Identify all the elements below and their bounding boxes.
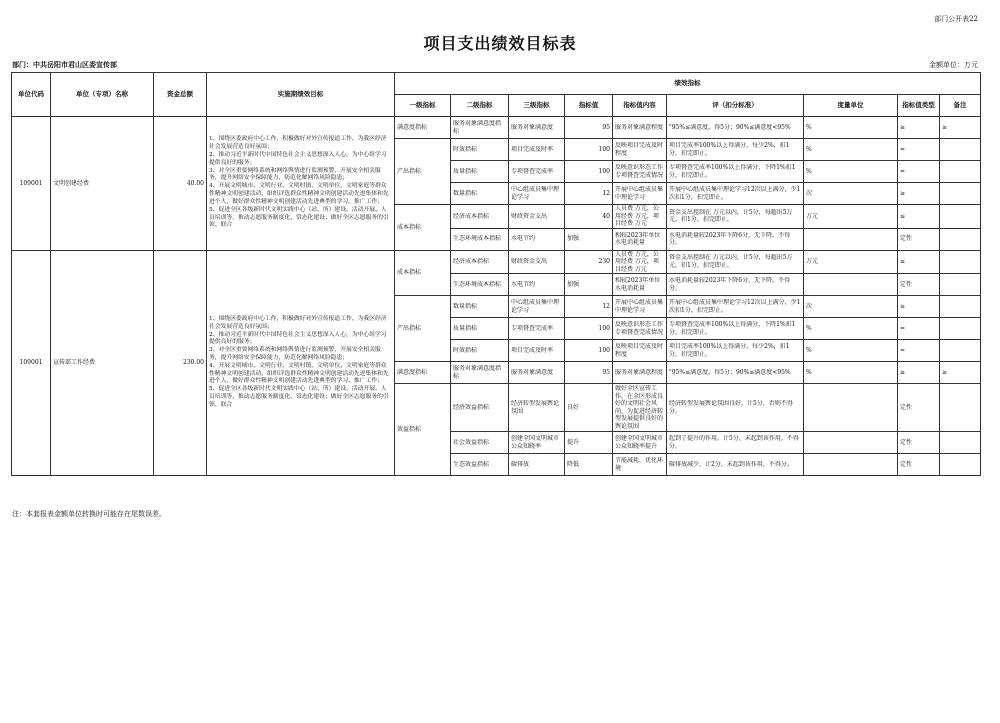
cell-content: 相较2023年单位水电消耗量 — [613, 274, 667, 296]
cell-l3: 水电节约 — [509, 274, 565, 296]
cell-l3: 中心组成员集中理论学习 — [509, 183, 565, 205]
cell-l2: 数量指标 — [451, 183, 509, 205]
cell-criteria: 资金支出控制在 万元以内，计5分，每超出5万元，扣1分，扣完即止。 — [667, 250, 804, 274]
cell-l3: 项目完成及时率 — [509, 340, 565, 362]
goal-text: 1、围绕区委政府中心工作，积极做好对外宣传报道工作，为我区经济社会发展营造良好氛围； 2、推动习近平新时代中国特色社会主义思想深入人心，为中心组学习提供良好的服务； 3、对全区重要网络系统和网络舆情进行监测预警，开展安全相关服务，提升网络安全保障能力，防范化解网络风险隐患； 4、开展文明城市、文明行业、文明村镇、文明单位、文明家庭等群众性精神文明创建活动，组织评选群众性精神文明创建活动先进集体和先进个人，做好群众性精神文明创建活动先进典型的学习、推广工作； 5、促进全区各级新时代文明实践中心（站、所）建设、活动开展、人员培训等，推动志愿服务制度化、常态化建设；做好全区志愿服务的引领、联合 — [209, 315, 389, 408]
cell-l2: 时效指标 — [451, 340, 509, 362]
cell-value: 降低 — [565, 454, 613, 476]
project-name: 文明创建经费 — [51, 117, 154, 251]
cell-remark — [940, 432, 981, 454]
cell-content: 服务对象满意程度 — [613, 117, 667, 139]
cell-remark — [940, 205, 981, 229]
cell-l1: 成本指标 — [395, 250, 451, 296]
cell-type: = — [898, 161, 940, 183]
cell-value: 提升 — [565, 432, 613, 454]
cell-unit: % — [804, 340, 898, 362]
cell-value: 12 — [565, 183, 613, 205]
table-row — [12, 117, 981, 139]
performance-table — [11, 72, 981, 476]
cell-remark — [940, 274, 981, 296]
cell-remark — [940, 318, 981, 340]
cell-unit: 万元 — [804, 250, 898, 274]
project-goal — [207, 250, 395, 476]
cell-l3: 项目完成及时率 — [509, 139, 565, 161]
department-label: 部门：中共岳阳市君山区委宣传部 — [12, 60, 117, 69]
cell-type: ≥ — [898, 296, 940, 318]
cell-unit: 万元 — [804, 205, 898, 229]
cell-type: 定性 — [898, 274, 940, 296]
cell-type: ≤ — [898, 205, 940, 229]
cell-l1: 满意度指标 — [395, 117, 451, 139]
cell-value: 100 — [565, 340, 613, 362]
cell-unit: 次 — [804, 296, 898, 318]
cell-unit: % — [804, 318, 898, 340]
cell-type: = — [898, 318, 940, 340]
cell-unit: % — [804, 139, 898, 161]
cell-l2: 经济效益指标 — [451, 384, 509, 432]
project-total: 40.00 — [154, 117, 207, 251]
cell-unit: % — [804, 117, 898, 139]
cell-criteria: 水电消耗量较2023年下降6分，无下降，不得分。 — [667, 274, 804, 296]
cell-content: 服务对象满意程度 — [613, 362, 667, 384]
cell-unit: % — [804, 362, 898, 384]
header-level3: 三级指标 — [509, 95, 565, 117]
cell-l2: 服务对象满意度指标 — [451, 362, 509, 384]
header-level2: 二级指标 — [451, 95, 509, 117]
cell-l3: 财政资金支出 — [509, 250, 565, 274]
cell-content: 人员费 万元，公用经费 万元，项目经费 万元 — [613, 250, 667, 274]
cell-value: 加强 — [565, 228, 613, 250]
cell-criteria: 水电消耗量较2023年下降6分，无下降，不得分。 — [667, 228, 804, 250]
cell-type: = — [898, 139, 940, 161]
cell-l2: 生态效益指标 — [451, 454, 509, 476]
cell-content: 反映项目完成及时程度 — [613, 340, 667, 362]
project-total: 230.00 — [154, 250, 207, 476]
header-code: 单位代码 — [12, 73, 51, 117]
cell-value: 95 — [565, 362, 613, 384]
cell-type: ≥ — [898, 362, 940, 384]
cell-value: 95 — [565, 117, 613, 139]
cell-remark — [940, 340, 981, 362]
header-type: 指标值类型 — [898, 95, 940, 117]
cell-criteria: "95%≤满意度，得5分；90%≤满意度<95% — [667, 362, 804, 384]
cell-l2: 社会效益指标 — [451, 432, 509, 454]
cell-criteria: 开展中心组成员集中理论学习12次以上满分，少1次扣1分，扣完即止。 — [667, 296, 804, 318]
cell-l2: 经济成本指标 — [451, 205, 509, 229]
cell-criteria: 资金支出控制在 万元以内，计5分，每超出5万元，扣1分，扣完即止。 — [667, 205, 804, 229]
cell-type: ≥ — [898, 117, 940, 139]
header-criteria: 评（扣分标准） — [667, 95, 804, 117]
cell-criteria: 经济转型发展舆论氛围良好，计5分，否则不得分。 — [667, 384, 804, 432]
cell-l1: 效益指标 — [395, 384, 451, 476]
cell-l1: 产出指标 — [395, 139, 451, 205]
cell-remark — [940, 296, 981, 318]
cell-remark — [940, 228, 981, 250]
cell-l1: 产出指标 — [395, 296, 451, 362]
cell-criteria: 项目完成率100%以上得满分，每少2%，扣1分，扣完即止。 — [667, 340, 804, 362]
cell-type: 定性 — [898, 454, 940, 476]
cell-l3: 财政资金支出 — [509, 205, 565, 229]
cell-content: 反映意识形态工作专项督查完成情况 — [613, 318, 667, 340]
project-name: 宣传部工作经费 — [51, 250, 154, 476]
cell-content: 节能减耗，优化环境 — [613, 454, 667, 476]
cell-unit — [804, 384, 898, 432]
cell-type: 定性 — [898, 228, 940, 250]
amount-unit-label: 金额单位：万元 — [929, 61, 978, 69]
cell-criteria: 开展中心组成员集中理论学习12次以上满分，少1次扣1分，扣完即止。 — [667, 183, 804, 205]
cell-l3: 碳排放 — [509, 454, 565, 476]
cell-content: 相较2023年单位水电消耗量 — [613, 228, 667, 250]
page-code: 部门公开表22 — [934, 15, 978, 23]
header-name: 单位（专项）名称 — [51, 73, 154, 117]
cell-content: 开展中心组成员集中理论学习 — [613, 296, 667, 318]
cell-l3: 创建全国文明城市公众知晓率 — [509, 432, 565, 454]
cell-unit: 次 — [804, 183, 898, 205]
cell-remark — [940, 250, 981, 274]
cell-type: ≥ — [898, 183, 940, 205]
header-level1: 一级指标 — [395, 95, 451, 117]
header-total: 资金总额 — [154, 73, 207, 117]
cell-value: 100 — [565, 318, 613, 340]
cell-remark — [940, 384, 981, 432]
header-measure: 度量单位 — [804, 95, 898, 117]
header-value: 指标值 — [565, 95, 613, 117]
cell-l3: 专项督查完成率 — [509, 161, 565, 183]
cell-l2: 服务对象满意度指标 — [451, 117, 509, 139]
cell-value: 加强 — [565, 274, 613, 296]
cell-criteria: 专项督查完成率100%以上得满分，下降1%扣1分，扣完即止。 — [667, 318, 804, 340]
cell-content: 反映意识形态工作专项督查完成情况 — [613, 161, 667, 183]
cell-remark — [940, 454, 981, 476]
cell-value: 40 — [565, 205, 613, 229]
table-row — [12, 250, 981, 274]
cell-l3: 专项督查完成率 — [509, 318, 565, 340]
cell-type: 定性 — [898, 432, 940, 454]
cell-remark — [940, 161, 981, 183]
cell-unit — [804, 432, 898, 454]
cell-l3: 经济转型发展舆论氛围 — [509, 384, 565, 432]
cell-content: 反映项目完成及时程度 — [613, 139, 667, 161]
goal-text: 1、围绕区委政府中心工作，积极做好对外宣传报道工作，为我区经济社会发展营造良好氛围； 2、推动习近平新时代中国特色社会主义思想深入人心，为中心组学习提供良好的服务； 3、对全区重要网络系统和网络舆情进行监测预警，开展安全相关服务，提升网络安全保障能力，防范化解网络风险隐患； 4、开展文明城市、文明行业、文明村镇、文明单位、文明家庭等群众性精神文明创建活动，组织评选群众性精神文明创建活动先进集体和先进个人，做好群众性精神文明创建活动先进典型的学习、推广工作； 5、促进全区各级新时代文明实践中心（站、所）建设、活动开展、人员培训等，推动志愿服务制度化、常态化建设；做好全区志愿服务的引领、联合 — [209, 136, 389, 229]
cell-l2: 数量指标 — [451, 296, 509, 318]
cell-remark: ≥ — [940, 117, 981, 139]
cell-l1: 成本指标 — [395, 205, 451, 251]
cell-content: 开展中心组成员集中理论学习 — [613, 183, 667, 205]
cell-l2: 质量指标 — [451, 161, 509, 183]
cell-remark: ≥ — [940, 362, 981, 384]
cell-value: 230 — [565, 250, 613, 274]
cell-unit — [804, 228, 898, 250]
header-indicators: 绩效指标 — [395, 73, 981, 95]
cell-l2: 生态环境成本指标 — [451, 228, 509, 250]
cell-l2: 质量指标 — [451, 318, 509, 340]
header-remark: 备注 — [940, 95, 981, 117]
cell-content: 做好全区宣传工作，在全区形成良好的文明社会风尚，为促进经济转型发展提供良好的舆论氛围 — [613, 384, 667, 432]
cell-unit — [804, 274, 898, 296]
cell-criteria: 碳排放减少，计2分，未起到该作用，不得分。 — [667, 454, 804, 476]
cell-type: ≤ — [898, 250, 940, 274]
cell-content: 人员费 万元，公用经费 万元，项目经费 万元 — [613, 205, 667, 229]
cell-remark — [940, 183, 981, 205]
cell-l2: 时效指标 — [451, 139, 509, 161]
header-content: 指标值内容 — [613, 95, 667, 117]
header-goal: 实施期绩效目标 — [207, 73, 395, 117]
cell-value: 12 — [565, 296, 613, 318]
cell-content: 创建全国文明城市公众知晓率提升 — [613, 432, 667, 454]
cell-l3: 服务对象满意度 — [509, 117, 565, 139]
cell-remark — [940, 139, 981, 161]
cell-type: = — [898, 340, 940, 362]
cell-criteria: 项目完成率100%以上得满分，每少2%，扣1分，扣完即止。 — [667, 139, 804, 161]
cell-criteria: 专项督查完成率100%以上得满分，下降1%扣1分，扣完即止。 — [667, 161, 804, 183]
cell-l3: 服务对象满意度 — [509, 362, 565, 384]
footnote: 注：本套报表金额单位转换时可能存在尾数误差。 — [12, 510, 166, 518]
cell-type: 定性 — [898, 384, 940, 432]
cell-l3: 中心组成员集中理论学习 — [509, 296, 565, 318]
page-title: 项目支出绩效目标表 — [423, 34, 577, 53]
project-goal — [207, 117, 395, 251]
cell-unit: % — [804, 161, 898, 183]
cell-l3: 水电节约 — [509, 228, 565, 250]
cell-criteria: 起到了提升的作用，计5分，未起到该作用，不得分。 — [667, 432, 804, 454]
cell-value: 100 — [565, 161, 613, 183]
cell-value: 良好 — [565, 384, 613, 432]
project-code: 109001 — [12, 117, 51, 251]
cell-criteria: "95%≤满意度，得5分；90%≤满意度<95% — [667, 117, 804, 139]
project-code: 109001 — [12, 250, 51, 476]
cell-l2: 经济成本指标 — [451, 250, 509, 274]
cell-value: 100 — [565, 139, 613, 161]
cell-l2: 生态环境成本指标 — [451, 274, 509, 296]
cell-unit — [804, 454, 898, 476]
cell-l1: 满意度指标 — [395, 362, 451, 384]
